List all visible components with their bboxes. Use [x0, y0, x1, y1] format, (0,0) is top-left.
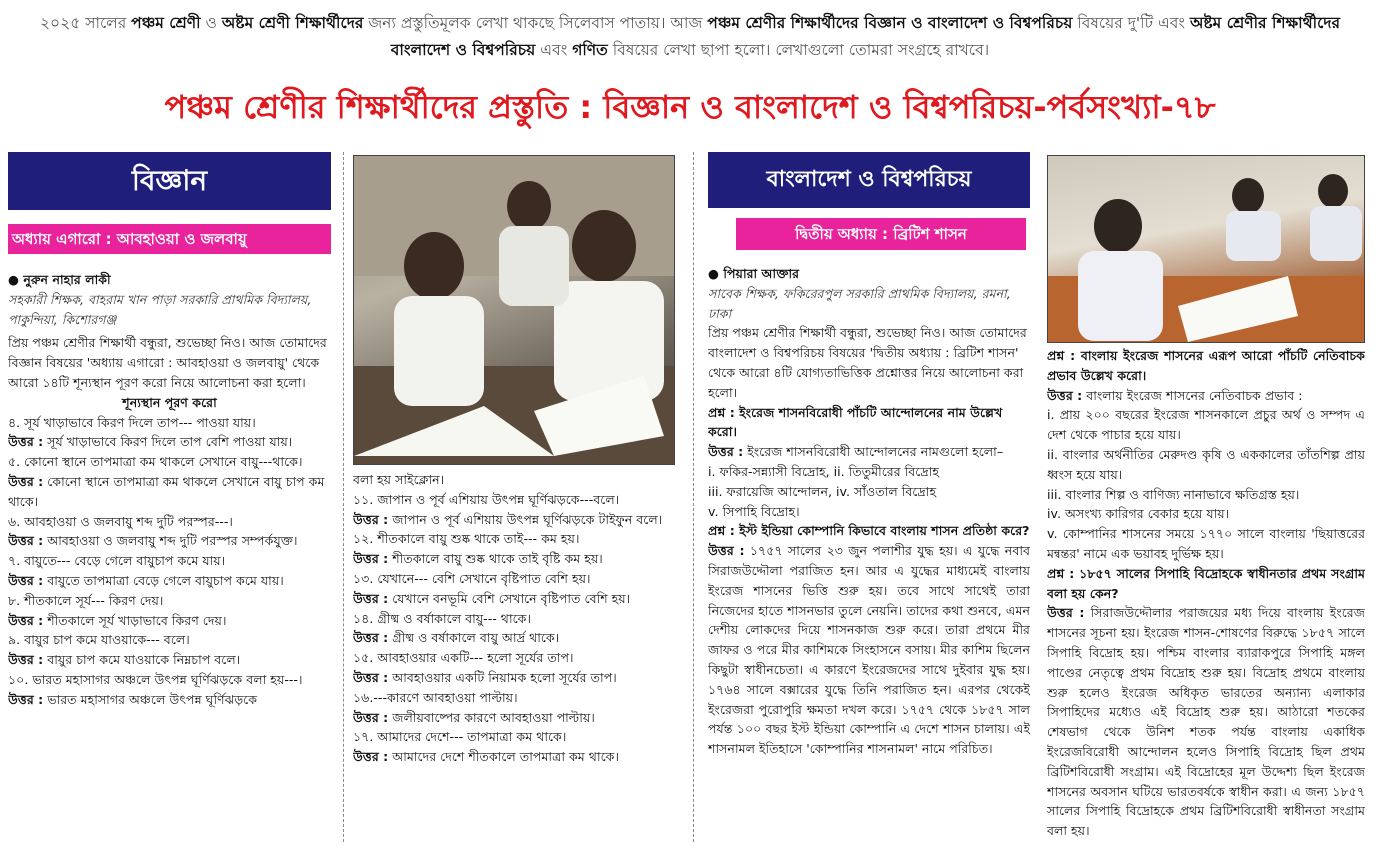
- answer-label: উত্তর :: [708, 543, 745, 559]
- answer-text: যেখানে বনভূমি বেশি সেখানে বৃষ্টিপাত বেশি হয়।: [392, 590, 631, 606]
- fill-blank-answer: [353, 708, 673, 728]
- intro-bold: অষ্টম শ্রেণী শিক্ষার্থীদের: [221, 14, 364, 32]
- bgs-question-3: প্রশ্ন : বাংলায় ইংরেজ শাসনের এরূপ আরো পাঁচটি নেতিবাচক প্রভাব উল্লেখ করো।: [1047, 348, 1365, 383]
- intro-text: জন্য প্রস্তুতিমূলক লেখা থাকছে সিলেবাস পাতায়। আজ: [363, 14, 708, 32]
- fill-blank-answer: [8, 611, 331, 631]
- science-column: [8, 152, 331, 842]
- bgs-answer-3-item: iv. অসংখ্য কারিগর বেকার হয়ে যায়।: [1047, 506, 1230, 522]
- fill-blank-answer: [353, 589, 673, 609]
- answer-text: জাপান ও পূর্ব এশিয়ায় উৎপন্ন ঘূর্ণিঝড়কে টাইফুন বলে।: [392, 511, 663, 527]
- fill-blank-answer: [353, 510, 673, 530]
- intro-bold: পঞ্চম শ্রেণীর শিক্ষার্থীদের বিজ্ঞান ও বাংলাদেশ ও বিশ্বপরিচয়: [707, 14, 1073, 32]
- fill-blank-question: ৫. কোনো স্থানে তাপমাত্রা কম থাকলে সেখানে বায়ু---থাকে।: [8, 454, 303, 470]
- answer-label: উত্তর :: [1047, 387, 1083, 403]
- science-author: ● নুরুন নাহার লাকী: [8, 272, 111, 287]
- intro-text: ও: [200, 14, 222, 32]
- fill-blank-answer: [8, 432, 331, 452]
- bgs-answer-1-item: iii. ফরায়েজি আন্দোলন, iv. সাঁওতাল বিদ্রোহ: [708, 483, 937, 499]
- science-chapter: অধ্যায় এগারো : আবহাওয়া ও জলবায়ু: [8, 224, 331, 254]
- fill-blank-question: ১০. ভারত মহাসাগর অঞ্চলে উৎপন্ন ঘূর্ণিঝড়কে বলা হয়---।: [8, 671, 303, 687]
- answer-label: উত্তর :: [8, 572, 44, 588]
- answer-text: কোনো স্থানে তাপমাত্রা কম থাকলে সেখানে বায়ু চাপ কম থাকে।: [8, 473, 325, 509]
- science-qa-list: [8, 413, 331, 710]
- intro-text: বিষয়ের দু'টি এবং: [1072, 14, 1190, 32]
- fill-blank-answer: [353, 668, 673, 688]
- answer-text: আবহাওয়ার একটি নিয়ামক হলো সূর্যের তাপ।: [392, 669, 617, 685]
- fill-blank-question: ৬. আবহাওয়া ও জলবায়ু শব্দ দুটি পরস্পর---।: [8, 513, 233, 529]
- bgs-greeting: প্রিয় পঞ্চম শ্রেণীর শিক্ষার্থী বন্ধুরা, শুভেচ্ছা নিও। আজ তোমাদের বাংলাদেশ ও বিশ্বপরিচয় বিষয়ের 'দ্বিতীয় অধ্যায় : ব্রিটিশ শাসন' থেকে আরো ৪টি যোগ্যতাভিত্তিক প্রশ্নোত্তর নিয়ে আলোচনা করা হলো।: [708, 325, 1027, 400]
- page-headline: পঞ্চম শ্রেণীর শিক্ষার্থীদের প্রস্তুতি : বিজ্ঞান ও বাংলাদেশ ও বিশ্বপরিচয়-পর্বসংখ্যা-৭৮: [164, 88, 1216, 126]
- bgs-answer-4: সিরাজউদ্দৌলার পরাজয়ের মধ্য দিয়ে বাংলায় ইংরেজ শাসনের সূচনা হয়। ইংরেজ শাসন-শোষণের বিরুদ্ধে ১৮৫৭ সালে সিপাহি বিদ্রোহ হয়। পশ্চিম বাংলার ব্যারাকপুরে সিপাহি মঙ্গল পাণ্ডের নেতৃত্বে প্রথম বিদ্রোহ শুরু হয়। বিদ্রোহ প্রথমে বাংলায় শুরু হলেও ইংরেজ অধিকৃত ভারতের অন্যান্য এলাকার সিপাহিদের মধ্যেও এই বিদ্রোহ শুরু হয়। আঠারো শতকের শেষভাগ থেকে উনিশ শতক পর্যন্ত বাংলায় একাধিক ইংরেজবিরোধী আন্দোলন হলেও সিপাহি বিদ্রোহ ছিল প্রথম ব্রিটিশবিরোধী সংগ্রাম। এই বিদ্রোহের মূল উদ্দেশ্য ছিল ইংরেজ শাসনের অবসান ঘটিয়ে ভারতবর্ষকে স্বাধীন করা। এ জন্য ১৮৫৭ সালের সিপাহি বিদ্রোহকে প্রথম ব্রিটিশবিরোধী স্বাধীনতা সংগ্রাম বলা হয়।: [1047, 605, 1365, 839]
- fill-blank-question: ৯. বায়ুর চাপ কমে যাওয়াকে--- বলে।: [8, 632, 190, 648]
- bgs-answer-3: বাংলায় ইংরেজ শাসনের নেতিবাচক প্রভাব :: [1086, 387, 1303, 403]
- fill-blank-question: ১২. শীতকালে বায়ু শুষ্ক থাকে তাই--- কম হয়।: [353, 531, 580, 547]
- fill-blank-answer: [8, 690, 331, 710]
- answer-label: উত্তর :: [8, 652, 44, 668]
- students-image: [354, 156, 674, 464]
- fill-blank-question: ১১. জাপান ও পূর্ব এশিয়ায় উৎপন্ন ঘূর্ণিঝড়কে---বলে।: [353, 491, 620, 507]
- science-answer-continued: বলা হয় সাইক্লোন।: [353, 472, 445, 487]
- intro-text: এবং: [535, 41, 573, 59]
- bgs-answer-1-item: i. ফকির-সন্ন্যাসী বিদ্রোহ, ii. তিতুমীরের বিদ্রোহ: [708, 463, 939, 479]
- intro-text: বিষয়ের লেখা ছাপা হলো। লেখাগুলো তোমরা সংগ্রহে রাখবে।: [607, 41, 990, 59]
- bgs-answer-3-item: iii. বাংলার শিল্প ও বাণিজ্য নানাভাবে ক্ষতিগ্রস্ত হয়।: [1047, 486, 1300, 502]
- fill-blank-answer: [8, 571, 331, 591]
- fill-blank-answer: [8, 650, 331, 670]
- answer-label: উত্তর :: [1047, 605, 1085, 621]
- answer-label: উত্তর :: [353, 551, 389, 567]
- answer-label: উত্তর :: [353, 590, 389, 606]
- science-greeting: প্রিয় পঞ্চম শ্রেণীর শিক্ষার্থী বন্ধুরা, শুভেচ্ছা নিও। আজ তোমাদের বিজ্ঞান বিষয়ের 'অধ্যায় এগারো : আবহাওয়া ও জলবায়ু' থেকে আরো ১৪টি শূন্যস্থান পূরণ করো নিয়ে আলোচনা করা হলো।: [8, 335, 327, 390]
- fill-blank-question: ৮. শীতকালে সূর্য--- কিরণ দেয়।: [8, 592, 164, 608]
- bgs-column: [708, 152, 1030, 842]
- answer-text: বায়ুতে তাপমাত্রা বেড়ে গেলে বায়ুচাপ কমে যায়।: [47, 572, 284, 588]
- answer-text: ভারত মহাসাগর অঞ্চলে উৎপন্ন ঘূর্ণিঝড়কে: [47, 691, 258, 707]
- answer-label: উত্তর :: [353, 749, 389, 765]
- fill-blank-answer: [8, 472, 331, 512]
- answer-label: উত্তর :: [8, 533, 44, 549]
- intro-bold: গণিত: [572, 41, 608, 59]
- science-qa-list-2: [353, 490, 673, 767]
- answer-label: উত্তর :: [353, 709, 389, 725]
- answer-text: গ্রীষ্ম ও বর্ষাকালে বায়ু আর্দ্র থাকে।: [392, 630, 560, 646]
- exam-photo: [1047, 155, 1365, 343]
- students-writing-image: [1048, 156, 1364, 342]
- bgs-answer-3-item: ii. বাংলার অর্থনীতির মেরুদণ্ড কৃষি ও এককালের তাঁতশিল্প প্রায় ধ্বংস হয়ে যায়।: [1047, 446, 1365, 482]
- bgs-answer-3-item: v. কোম্পানির শাসনের সময়ে ১৭৭০ সালে বাংলায় 'ছিয়াত্তরের মন্বন্তর' নামে এক ভয়াবহ দুর্ভিক্ষ হয়।: [1047, 526, 1365, 561]
- answer-label: উত্তর :: [353, 669, 389, 685]
- fill-blank-question: ১৩. যেখানে--- বেশি সেখানে বৃষ্টিপাত বেশি হয়।: [353, 570, 591, 586]
- answer-text: জলীয়বাষ্পের কারণে আবহাওয়া পাল্টায়।: [392, 709, 595, 725]
- column-divider: [693, 152, 694, 842]
- science-section-title: শূন্যস্থান পূরণ করো: [122, 394, 217, 410]
- fill-blank-question: ১৬.---কারণে আবহাওয়া পাল্টায়।: [353, 689, 518, 705]
- science-banner: বিজ্ঞান: [8, 152, 331, 210]
- fill-blank-answer: [8, 531, 331, 551]
- answer-label: উত্তর :: [353, 511, 389, 527]
- fill-blank-answer: [353, 549, 673, 569]
- bgs-chapter: দ্বিতীয় অধ্যায় : ব্রিটিশ শাসন: [736, 218, 1026, 250]
- answer-text: শীতকালে সূর্য খাড়াভাবে কিরণ দেয়।: [47, 612, 227, 628]
- intro-paragraph: [10, 10, 1370, 64]
- answer-label: উত্তর :: [8, 473, 44, 489]
- bgs-answer-1-item: v. সিপাহি বিদ্রোহ।: [708, 503, 800, 519]
- fill-blank-question: ১৭. আমাদের দেশে--- তাপমাত্রা কম থাকে।: [353, 729, 567, 745]
- bgs-answer-1: ইংরেজ শাসনবিরোধী আন্দোলনের নামগুলো হলো–: [747, 444, 1004, 460]
- science-column-continued: [353, 470, 673, 842]
- answer-label: উত্তর :: [8, 434, 44, 450]
- bgs-question-1: প্রশ্ন : ইংরেজ শাসনবিরোধী পাঁচটি আন্দোলনের নাম উল্লেখ করো।: [708, 404, 1003, 440]
- bgs-column-continued: [1047, 346, 1365, 842]
- answer-label: উত্তর :: [353, 630, 389, 646]
- bgs-answer-3-item: i. প্রায় ২০০ বছরের ইংরেজ শাসনকালে প্রচুর অর্থ ও সম্পদ এ দেশ থেকে পাচার হয়ে যায়।: [1047, 407, 1365, 443]
- answer-text: আমাদের দেশে শীতকালে তাপমাত্রা কম থাকে।: [392, 749, 619, 765]
- answer-label: উত্তর :: [8, 691, 44, 707]
- column-divider: [343, 152, 344, 842]
- bgs-answer-2: ১৭৫৭ সালের ২৩ জুন পলাশীর যুদ্ধ হয়। এ যুদ্ধে নবাব সিরাজউদ্দৌলা পরাজিত হন। আর এ যুদ্ধের মাধ্যমেই বাংলায় ইংরেজ শাসনের ভিত্তি শুরু হয়। তবে সাথে সাথেই তারা নিজেদের হাতে শাসনভার তুলে নেয়নি। তাদের কথা শুনবে, এমন দেশীয় লোকদের দিয়ে শাসনকাজ শুরু করে। তারা প্রথমে মীর জাফর ও পরে মীর কাশিমকে সিংহাসনে বসায়। মীর কাশিম ছিলেন কিছুটা স্বাধীনচেতা। এ কারণে ইংরেজদের সাথে দুইবার যুদ্ধ হয়। ১৭৬৪ সালে বক্সারের যুদ্ধে তিনি পরাজিত হন। এরপর থেকেই ইংরেজরা পুরোপুরি ক্ষমতা দখল করে। ১৭৫৭ থেকে ১৮৫৭ সাল পর্যন্ত ১০০ বছর ইস্ট ইন্ডিয়া কোম্পানি এ দেশে শাসন চালায়। এই শাসনামল ইতিহাসে 'কোম্পানির শাসনামল' নামে পরিচিত।: [708, 543, 1030, 757]
- intro-bold: অষ্টম শ্রেণীর শিক্ষার্থীদের বাংলাদেশ ও বিশ্বপরিচয়: [390, 14, 1340, 59]
- bgs-question-4: প্রশ্ন : ১৮৫৭ সালের সিপাহি বিদ্রোহকে স্বাধীনতার প্রথম সংগ্রাম বলা হয় কেন?: [1047, 565, 1365, 601]
- intro-text: ২০২৫ সালের: [39, 14, 132, 32]
- answer-label: উত্তর :: [8, 612, 44, 628]
- answer-label: উত্তর :: [708, 444, 744, 460]
- fill-blank-answer: [353, 747, 673, 767]
- answer-text: আবহাওয়া ও জলবায়ু শব্দ দুটি পরস্পর সম্পর্কযুক্ত।: [47, 533, 298, 549]
- fill-blank-answer: [353, 628, 673, 648]
- answer-text: বায়ুর চাপ কমে যাওয়াকে নিম্নচাপ বলে।: [47, 652, 241, 668]
- intro-bold: পঞ্চম শ্রেণী: [131, 14, 201, 32]
- science-affiliation: সহকারী শিক্ষক, বাহরাম খান পাড়া সরকারি প্রাথমিক বিদ্যালয়, পাকুন্দিয়া, কিশোরগঞ্জ: [8, 291, 312, 327]
- bgs-question-2: প্রশ্ন : ইস্ট ইন্ডিয়া কোম্পানি কিভাবে বাংলায় শাসন প্রতিষ্ঠা করে?: [708, 523, 1030, 539]
- answer-text: সূর্য খাড়াভাবে কিরণ দিলে তাপ বেশি পাওয়া যায়।: [47, 434, 293, 450]
- bgs-banner: বাংলাদেশ ও বিশ্বপরিচয়: [708, 152, 1030, 208]
- fill-blank-question: ৪. সূর্য খাড়াভাবে কিরণ দিলে তাপ--- পাওয়া যায়।: [8, 414, 256, 430]
- bgs-affiliation: সাবেক শিক্ষক, ফকিরেরপুল সরকারি প্রাথমিক বিদ্যালয়, রমনা, ঢাকা: [708, 285, 1011, 321]
- bgs-author: ● পিয়ারা আক্তার: [708, 266, 800, 281]
- classroom-photo: [353, 155, 675, 465]
- fill-blank-question: ১৫. আবহাওয়ার একটি--- হলো সূর্যের তাপ।: [353, 650, 574, 666]
- answer-text: শীতকালে বায়ু শুষ্ক থাকে তাই বৃষ্টি কম হয়।: [392, 551, 603, 567]
- fill-blank-question: ৭. বায়ুতে--- বেড়ে গেলে বায়ুচাপ কমে যায়।: [8, 553, 226, 569]
- fill-blank-question: ১৪. গ্রীষ্ম ও বর্ষাকালে বায়ু--- থাকে।: [353, 610, 531, 626]
